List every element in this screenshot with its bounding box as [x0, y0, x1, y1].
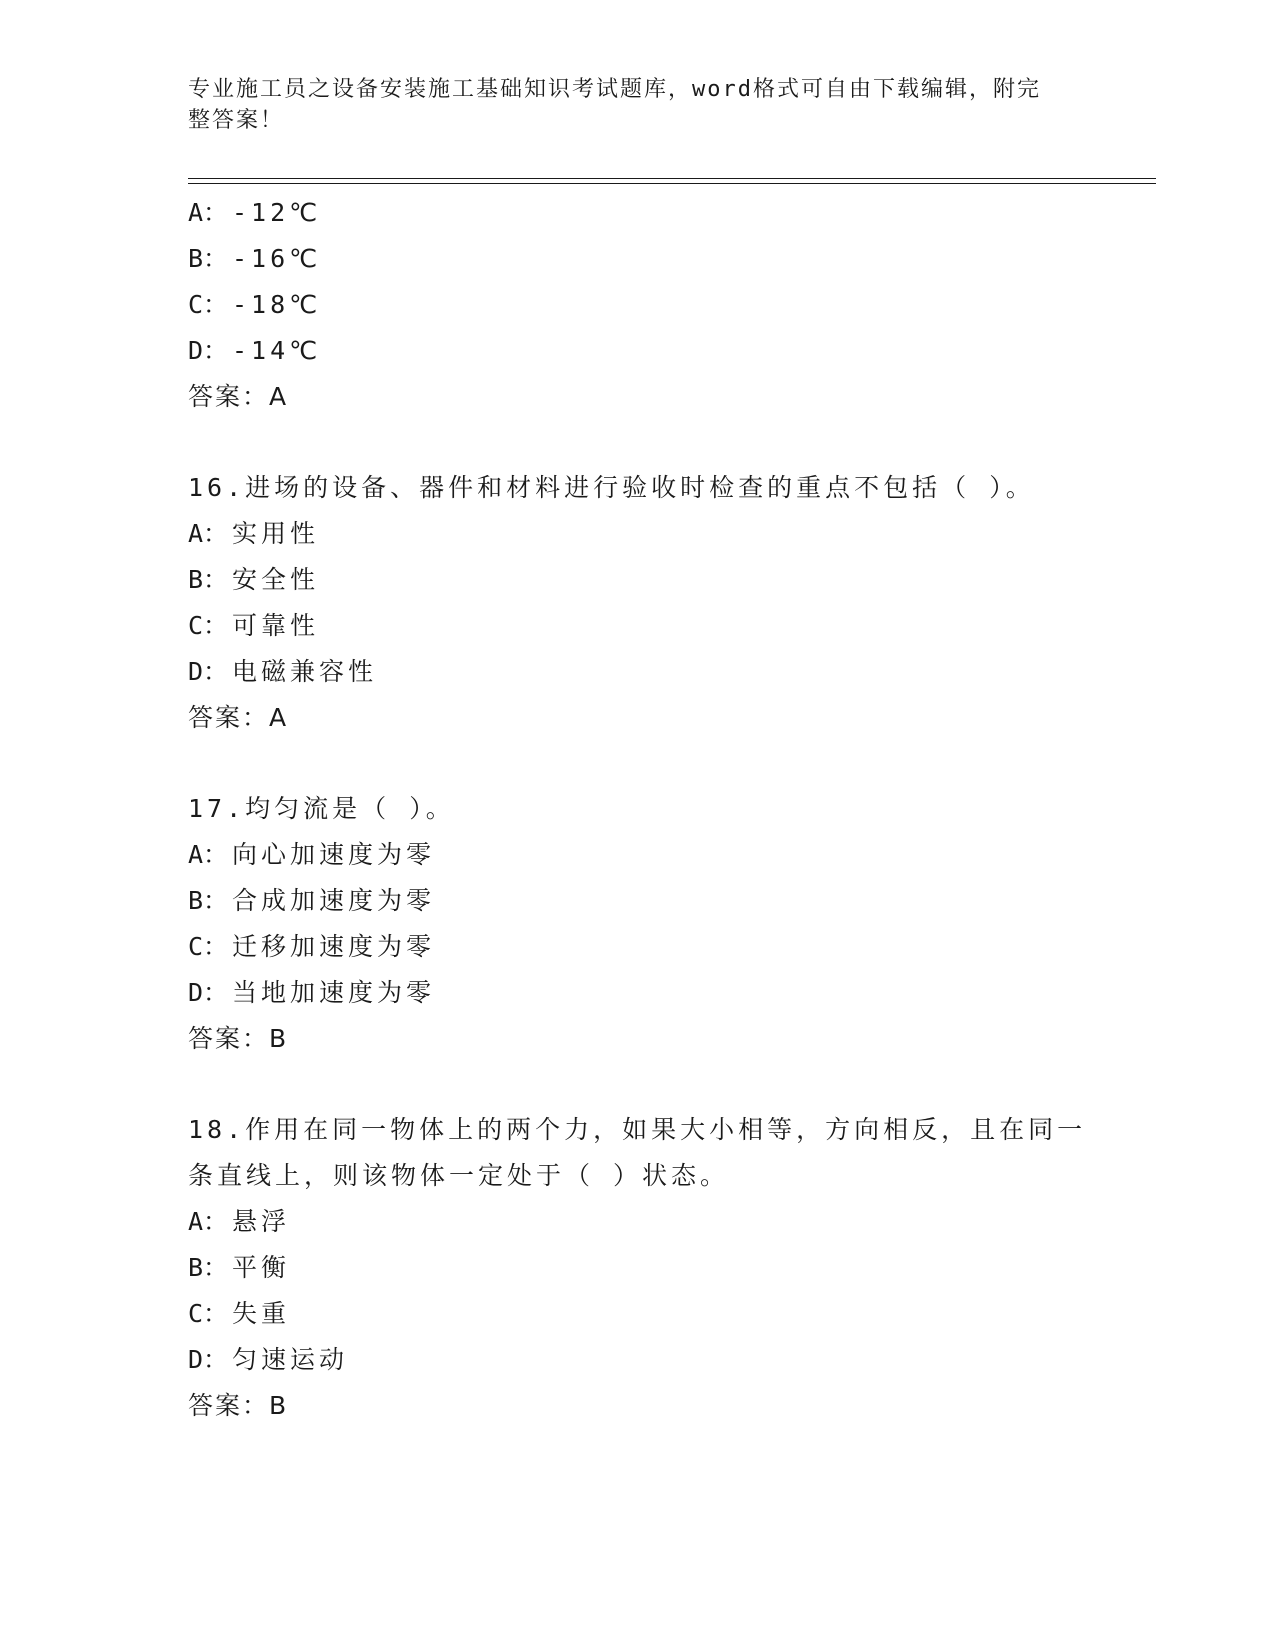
- answer: 答案：B: [188, 1024, 289, 1053]
- option-a: [188, 190, 1088, 236]
- option-c: [188, 282, 1088, 328]
- question-list: [188, 190, 1088, 1429]
- option-c: [188, 603, 1088, 649]
- option-d: [188, 1337, 1088, 1383]
- option-key: C：: [188, 932, 229, 961]
- question-text-line-2: 条直线上，则该物体一定处于（ ）状态。: [188, 1161, 730, 1190]
- option-b: [188, 1245, 1088, 1291]
- spacer: [188, 741, 1088, 786]
- option-text: 合成加速度为零: [232, 886, 436, 915]
- question-15: [188, 190, 1088, 420]
- option-text: 匀速运动: [232, 1345, 349, 1374]
- option-key: D：: [188, 1345, 229, 1374]
- document-header: [188, 74, 1068, 136]
- option-text: -16℃: [232, 244, 322, 273]
- option-text: 可靠性: [232, 611, 320, 640]
- option-key: D：: [188, 978, 229, 1007]
- option-b: [188, 236, 1088, 282]
- option-d: [188, 649, 1088, 695]
- option-a: [188, 1199, 1088, 1245]
- answer: 答案：A: [188, 703, 289, 732]
- option-text: -18℃: [232, 290, 322, 319]
- option-key: D：: [188, 336, 229, 365]
- option-key: D：: [188, 657, 229, 686]
- header-rule-top: [188, 178, 1156, 179]
- option-a: [188, 511, 1088, 557]
- option-text: 实用性: [232, 519, 320, 548]
- option-text: 安全性: [232, 565, 320, 594]
- option-c: [188, 1291, 1088, 1337]
- option-text: -12℃: [232, 198, 322, 227]
- option-key: C：: [188, 290, 229, 319]
- spacer: [188, 1062, 1088, 1107]
- option-d: [188, 970, 1088, 1016]
- question-text: 16.进场的设备、器件和材料进行验收时检查的重点不包括（ ）。: [188, 473, 1035, 502]
- option-key: B：: [188, 244, 229, 273]
- option-key: B：: [188, 565, 229, 594]
- question-text-line-1: 18.作用在同一物体上的两个力，如果大小相等，方向相反，且在同一: [188, 1115, 1087, 1144]
- option-text: 电磁兼容性: [232, 657, 378, 686]
- answer: 答案：B: [188, 1391, 289, 1420]
- option-d: [188, 328, 1088, 374]
- spacer: [188, 420, 1088, 465]
- option-key: A：: [188, 1207, 229, 1236]
- option-key: A：: [188, 198, 229, 227]
- option-key: A：: [188, 519, 229, 548]
- option-c: [188, 924, 1088, 970]
- option-text: 当地加速度为零: [232, 978, 436, 1007]
- question-16: [188, 465, 1088, 741]
- option-text: -14℃: [232, 336, 322, 365]
- option-text: 失重: [232, 1299, 291, 1328]
- option-b: [188, 557, 1088, 603]
- option-key: C：: [188, 611, 229, 640]
- header-line-1: 专业施工员之设备安装施工基础知识考试题库，word格式可自由下载编辑，附完: [188, 77, 1041, 102]
- question-18: [188, 1107, 1088, 1429]
- option-key: B：: [188, 1253, 229, 1282]
- option-text: 平衡: [232, 1253, 291, 1282]
- question-text: 17.均匀流是（ ）。: [188, 794, 455, 823]
- option-key: C：: [188, 1299, 229, 1328]
- option-text: 悬浮: [232, 1207, 291, 1236]
- option-key: B：: [188, 886, 229, 915]
- header-line-2: 整答案！: [188, 108, 285, 133]
- option-b: [188, 878, 1088, 924]
- answer: 答案：A: [188, 382, 289, 411]
- question-17: [188, 786, 1088, 1062]
- option-text: 迁移加速度为零: [232, 932, 436, 961]
- header-rule-bottom: [188, 183, 1156, 184]
- option-text: 向心加速度为零: [232, 840, 436, 869]
- option-key: A：: [188, 840, 229, 869]
- option-a: [188, 832, 1088, 878]
